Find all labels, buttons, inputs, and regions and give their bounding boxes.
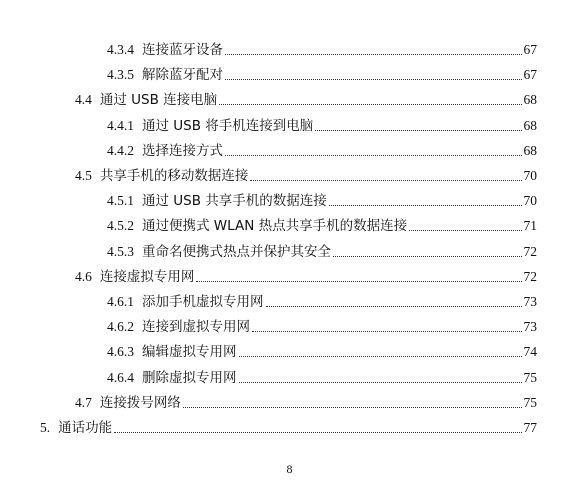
toc-entry-page: 77 [523,420,537,435]
toc-entry[interactable] [107,65,537,85]
toc-entry-number: 4.6.3 [107,344,134,360]
toc-entry-page: 73 [523,319,537,335]
toc-entry-page: 70 [523,168,537,183]
toc-entry-number: 4.4.2 [107,142,134,158]
toc-entry-page: 75 [523,369,537,385]
toc-entry[interactable] [107,216,537,236]
toc-entry-number: 4.6.1 [107,294,134,309]
toc-entry-title: 解除蓝牙配对 [142,67,223,84]
toc-entry[interactable] [75,90,537,110]
toc-entry-page: 75 [523,394,537,410]
toc-entry-number: 4.6.4 [107,369,134,385]
toc-entry-title: 添加手机虚拟专用网 [142,294,264,310]
toc-entry[interactable] [75,166,537,186]
toc-entry-page: 70 [523,193,537,209]
toc-entry-title: 通过便携式 WLAN 热点共享手机的数据连接 [142,218,408,235]
toc-entry-title: 连接虚拟专用网 [99,268,195,285]
toc-dot-leader [333,256,522,257]
toc-dot-leader [196,281,521,282]
toc-dot-leader [225,155,522,156]
toc-entry-page: 67 [523,42,537,57]
toc-entry-number: 4.3.5 [107,67,134,83]
toc-entry[interactable] [107,368,537,388]
toc-entry-title: 共享手机的移动数据连接 [99,168,249,184]
toc-entry-page: 71 [523,218,537,234]
toc-entry-title: 删除虚拟专用网 [142,369,237,386]
toc-entry-title: 连接到虚拟专用网 [142,319,250,336]
toc-entry[interactable] [107,116,537,136]
toc-entry-number: 4.5.1 [107,193,134,209]
toc-dot-leader [225,79,522,80]
toc-entry-title: 通话功能 [58,420,113,436]
toc-entry[interactable] [75,267,537,287]
toc-entry[interactable] [107,292,537,312]
toc-dot-leader [183,407,522,408]
toc-entry-title: 通过 USB 将手机连接到电脑 [142,117,314,134]
toc-dot-leader [409,230,521,231]
toc-entry-page: 72 [523,268,537,284]
toc-entry-title: 选择连接方式 [142,142,223,159]
toc-entry[interactable] [107,317,537,337]
toc-entry-title: 连接拨号网络 [99,394,181,411]
toc-entry-number: 4.4 [75,92,92,108]
toc-dot-leader [266,306,522,307]
toc-entry[interactable] [107,242,537,262]
toc-dot-leader [239,356,522,357]
toc-entry-title: 连接蓝牙设备 [142,42,223,58]
toc-entry[interactable] [107,342,537,362]
toc-dot-leader [315,130,521,131]
toc-entry-number: 4.6.2 [107,319,134,335]
toc-entry-page: 67 [523,67,537,83]
toc-entry-page: 68 [523,142,537,158]
toc-entry-title: 通过 USB 共享手机的数据连接 [142,193,327,210]
toc-entry-number: 5. [40,420,51,435]
toc-entry-title: 通过 USB 连接电脑 [99,92,218,109]
toc-entry[interactable] [40,418,537,438]
toc-entry-number: 4.6 [75,268,92,284]
toc-entry[interactable] [75,393,537,413]
toc-entry-page: 68 [523,92,537,108]
toc-dot-leader [225,54,522,55]
toc-entry-number: 4.3.4 [107,42,134,57]
toc-entry-title: 重命名便携式热点并保护其安全 [142,243,331,260]
toc-entry-page: 68 [523,117,537,133]
toc-dot-leader [329,205,522,206]
toc-dot-leader [252,331,522,332]
toc-entry-page: 74 [523,344,537,360]
toc-entry-title: 编辑虚拟专用网 [142,344,237,361]
toc-entry-number: 4.4.1 [107,117,134,133]
toc-entry-number: 4.7 [75,394,92,410]
toc-dot-leader [239,382,522,383]
toc-entry-number: 4.5.3 [107,243,134,259]
toc-entry-number: 4.5.2 [107,218,134,234]
toc-entry-page: 73 [523,294,537,309]
toc-dot-leader [114,432,521,433]
toc-entry-page: 72 [523,243,537,259]
toc-dot-leader [219,104,521,105]
page-number: 8 [286,462,293,476]
toc-dot-leader [250,180,521,181]
toc-entry[interactable] [107,40,537,60]
toc-entry[interactable] [107,191,537,211]
toc-entry[interactable] [107,141,537,161]
toc-entry-number: 4.5 [75,168,92,183]
